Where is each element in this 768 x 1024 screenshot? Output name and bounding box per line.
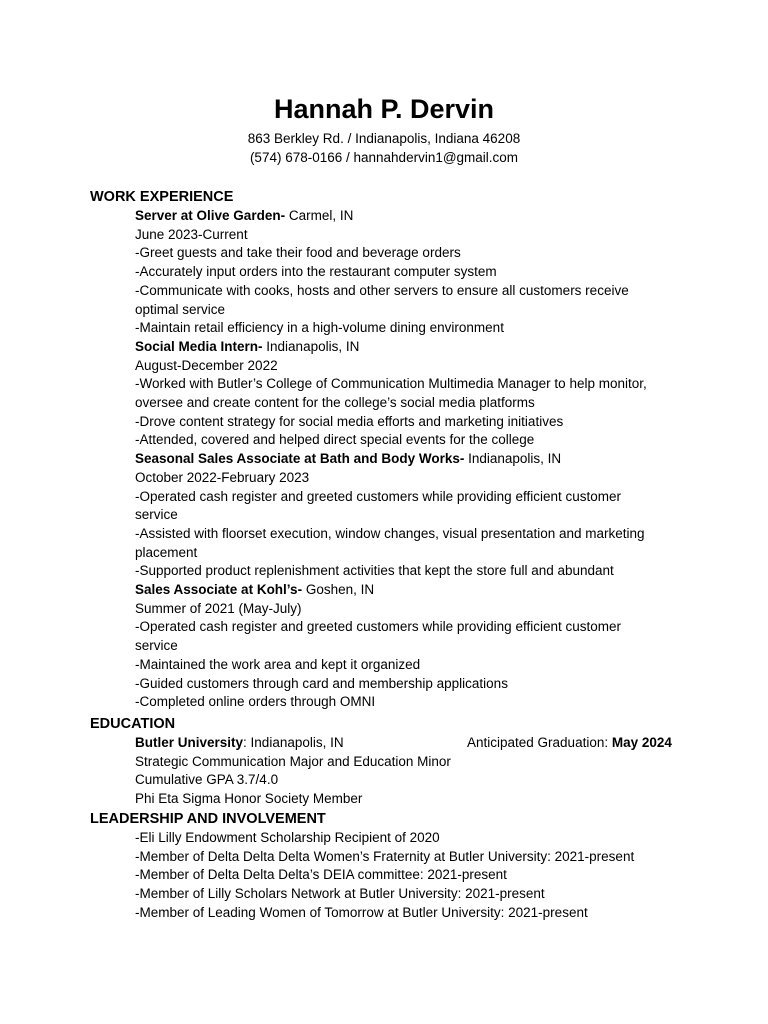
leadership-item: -Member of Delta Delta Delta’s DEIA committee: 2021-present	[135, 867, 507, 883]
job-role: Sales Associate at Kohl’s-	[135, 582, 303, 598]
job-entry	[135, 207, 695, 338]
job-bullet: -Maintained the work area and kept it organized	[135, 656, 421, 672]
job-dates: October 2022-February 2023	[135, 469, 310, 485]
education-block	[135, 734, 695, 809]
job-bullet: oversee and create content for the college’s social media platforms	[135, 395, 535, 411]
job-bullet: service	[135, 638, 178, 654]
job-role: Seasonal Sales Associate at Bath and Body Works-	[135, 451, 465, 467]
contact-phone-email: (574) 678-0166 / hannahdervin1@gmail.com	[249, 150, 519, 165]
job-role: Server at Olive Garden-	[135, 208, 286, 223]
section-title-work: WORK EXPERIENCE	[90, 189, 234, 205]
job-bullet: -Drove content strategy for social media efforts and marketing initiatives	[135, 413, 564, 429]
job-bullet: -Guided customers through card and membership applications	[135, 675, 508, 691]
job-entry	[135, 581, 695, 712]
section-title-education: EDUCATION	[90, 716, 176, 732]
job-location: Goshen, IN	[302, 582, 375, 598]
job-bullet: -Communicate with cooks, hosts and other servers to ensure all customers receive	[135, 282, 629, 298]
job-bullet: -Completed online orders through OMNI	[135, 694, 376, 710]
job-bullet: service	[135, 507, 178, 523]
leadership-item: -Eli Lilly Endowment Scholarship Recipient of 2020	[135, 830, 440, 845]
work-experience-list	[135, 207, 695, 712]
job-header	[135, 338, 695, 357]
graduation-info	[467, 734, 672, 753]
section-title-leadership: LEADERSHIP AND INVOLVEMENT	[90, 811, 326, 827]
job-header	[135, 450, 695, 469]
job-bullet: -Supported product replenishment activities that kept the store full and abundant	[135, 563, 614, 579]
job-location: Carmel, IN	[285, 208, 354, 223]
contact-address: 863 Berkley Rd. / Indianapolis, Indiana 46208	[247, 131, 521, 146]
job-dates: Summer of 2021 (May-July)	[135, 600, 302, 616]
job-role: Social Media Intern-	[135, 338, 263, 354]
education-detail: Cumulative GPA 3.7/4.0	[135, 772, 279, 788]
leadership-list	[135, 829, 695, 923]
job-header	[135, 581, 695, 600]
job-bullet: -Attended, covered and helped direct special events for the college	[135, 432, 535, 448]
leadership-item: -Member of Delta Delta Delta Women’s Fraternity at Butler University: 2021-present	[135, 848, 635, 864]
job-bullet: -Operated cash register and greeted customers while providing efficient customer	[135, 619, 621, 635]
education-detail: Phi Eta Sigma Honor Society Member	[135, 791, 363, 807]
job-bullet: optimal service	[135, 301, 226, 317]
job-bullet: -Accurately input orders into the restaurant computer system	[135, 264, 497, 280]
school-name: Butler University	[135, 735, 244, 750]
job-location: Indianapolis, IN	[464, 451, 562, 467]
job-header	[135, 207, 695, 226]
school-location: : Indianapolis, IN	[243, 735, 344, 750]
job-dates: June 2023-Current	[135, 226, 248, 242]
job-location: Indianapolis, IN	[262, 338, 360, 354]
job-entry	[135, 450, 695, 581]
graduation-label: Anticipated Graduation:	[467, 735, 612, 750]
job-entry	[135, 338, 695, 450]
leadership-item: -Member of Leading Women of Tomorrow at Butler University: 2021-present	[135, 904, 588, 920]
job-dates: August-December 2022	[135, 357, 278, 373]
education-detail: Strategic Communication Major and Education Minor	[135, 753, 451, 769]
education-header	[135, 734, 695, 753]
job-bullet: placement	[135, 544, 198, 560]
job-bullet: -Assisted with floorset execution, window changes, visual presentation and marketing	[135, 525, 645, 541]
leadership-item: -Member of Lilly Scholars Network at Butler University: 2021-present	[135, 886, 545, 902]
job-bullet: -Greet guests and take their food and beverage orders	[135, 245, 461, 261]
graduation-date: May 2024	[611, 735, 672, 750]
job-bullet: -Worked with Butler’s College of Communication Multimedia Manager to help monitor,	[135, 376, 647, 392]
job-bullet: -Operated cash register and greeted customers while providing efficient customer	[135, 488, 621, 504]
resume-name: Hannah P. Dervin	[273, 94, 495, 124]
job-bullet: -Maintain retail efficiency in a high-volume dining environment	[135, 320, 504, 336]
